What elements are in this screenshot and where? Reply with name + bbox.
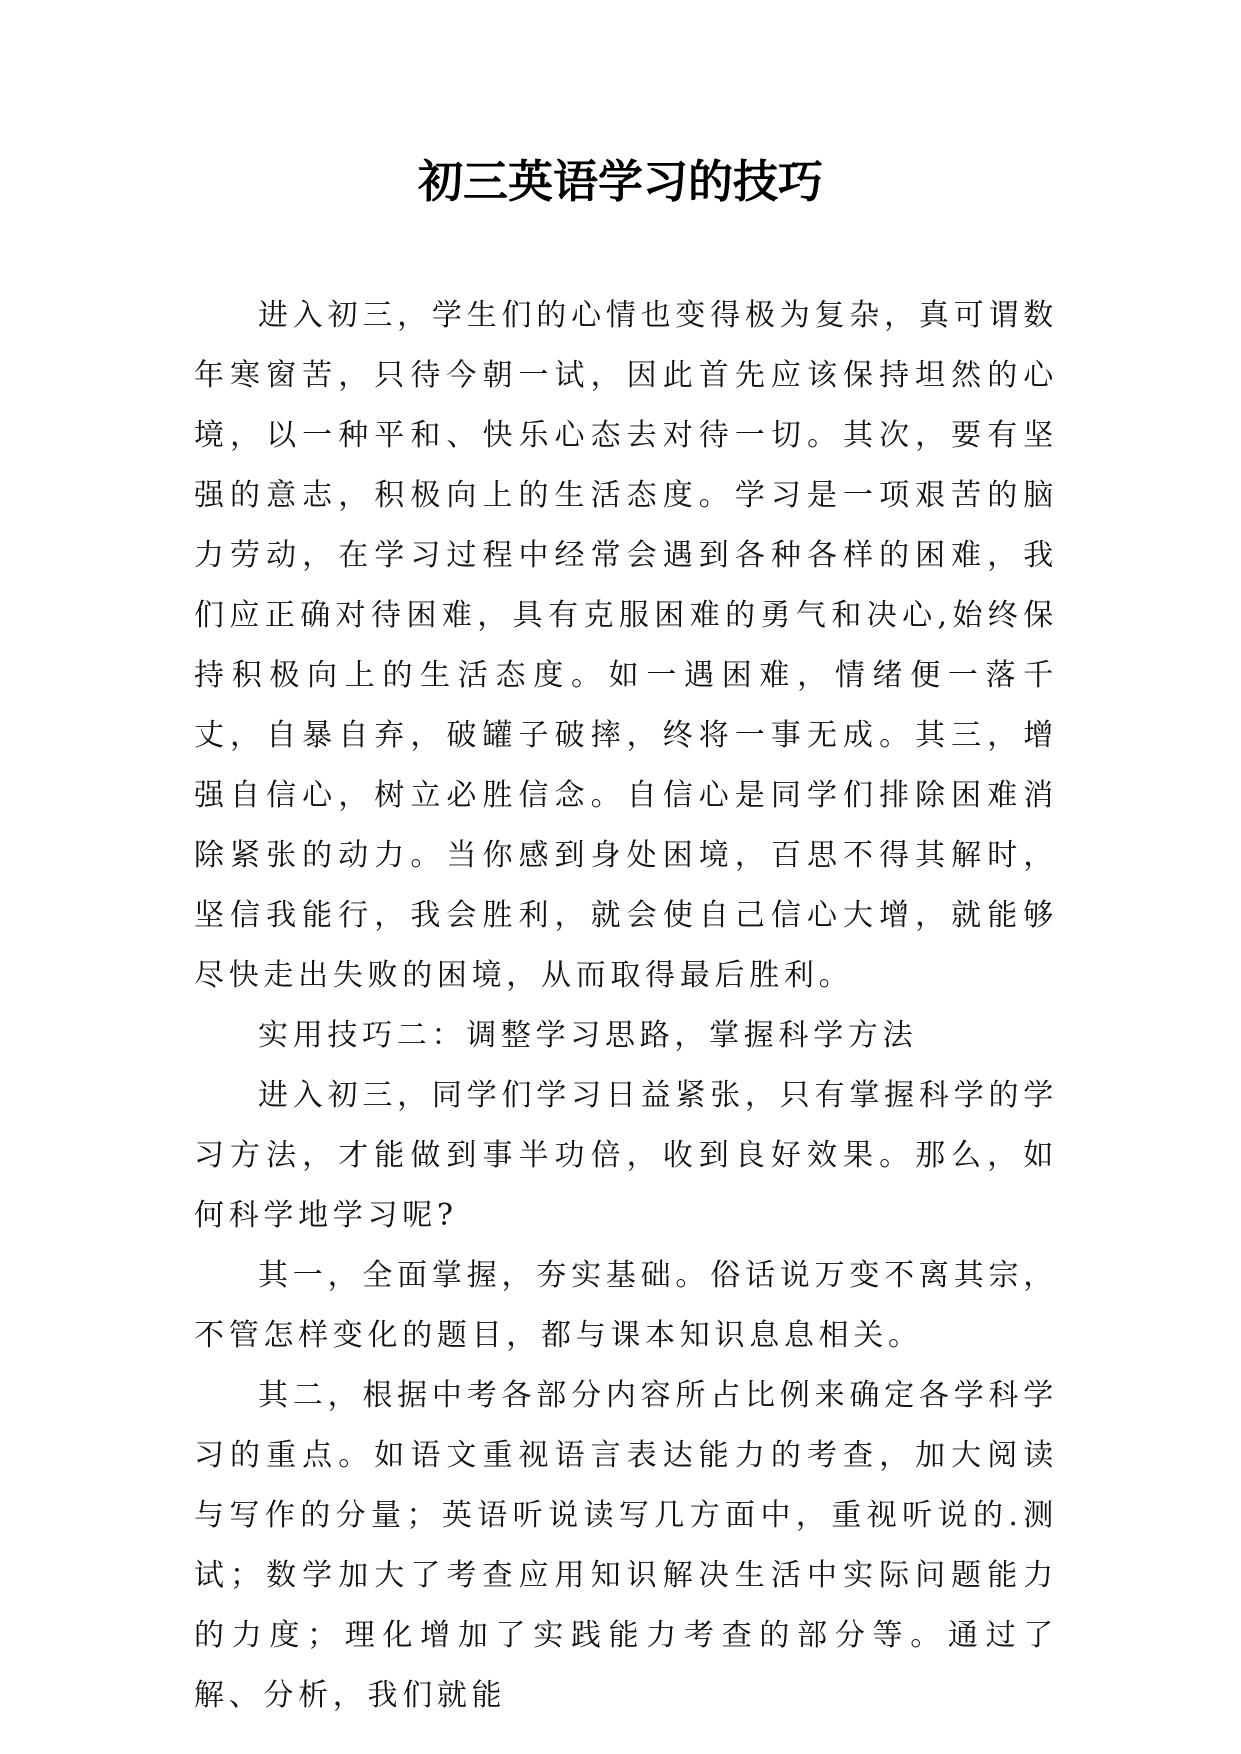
document-body (194, 286, 1058, 1726)
document-title: 初三英语学习的技巧 (417, 155, 823, 208)
paragraph-point-one: 其一，全面掌握，夯实基础。俗话说万变不离其宗，不管怎样变化的题目，都与课本知识息息相关。 (194, 1258, 1058, 1353)
paragraph-intro: 进入初三，学生们的心情也变得极为复杂，真可谓数年寒窗苦，只待今朝一试，因此首先应该保持坦然的心境，以一种平和、快乐心态去对待一切。其次，要有坚强的意志，积极向上的生活态度。学习是一项艰苦的脑力劳动，在学习过程中经常会遇到各种各样的困难，我们应正确对待困难，具有克服困难的勇气和决心,始终保持积极向上的生活态度。如一遇困难，情绪便一落千丈，自暴自弃，破罐子破摔，终将一事无成。其三，增强自信心，树立必胜信念。自信心是同学们排除困难消除紧张的动力。当你感到身处困境，百思不得其解时，坚信我能行，我会胜利，就会使自己信心大增，就能够尽快走出失败的困境，从而取得最后胜利。 (194, 298, 1058, 993)
section-heading-tip-two: 实用技巧二：调整学习思路，掌握科学方法 (258, 1018, 918, 1053)
paragraph-point-two: 其二，根据中考各部分内容所占比例来确定各学科学习的重点。如语文重视语言表达能力的考查，加大阅读与写作的分量；英语听说读写几方面中，重视听说的.测试；数学加大了考查应用知识解决生活中实际问题能力的力度；理化增加了实践能力考查的部分等。通过了解、分析，我们就能 (194, 1378, 1058, 1713)
paragraph-method-intro: 进入初三，同学们学习日益紧张，只有掌握科学的学习方法，才能做到事半功倍，收到良好效果。那么，如何科学地学习呢? (194, 1078, 1058, 1233)
